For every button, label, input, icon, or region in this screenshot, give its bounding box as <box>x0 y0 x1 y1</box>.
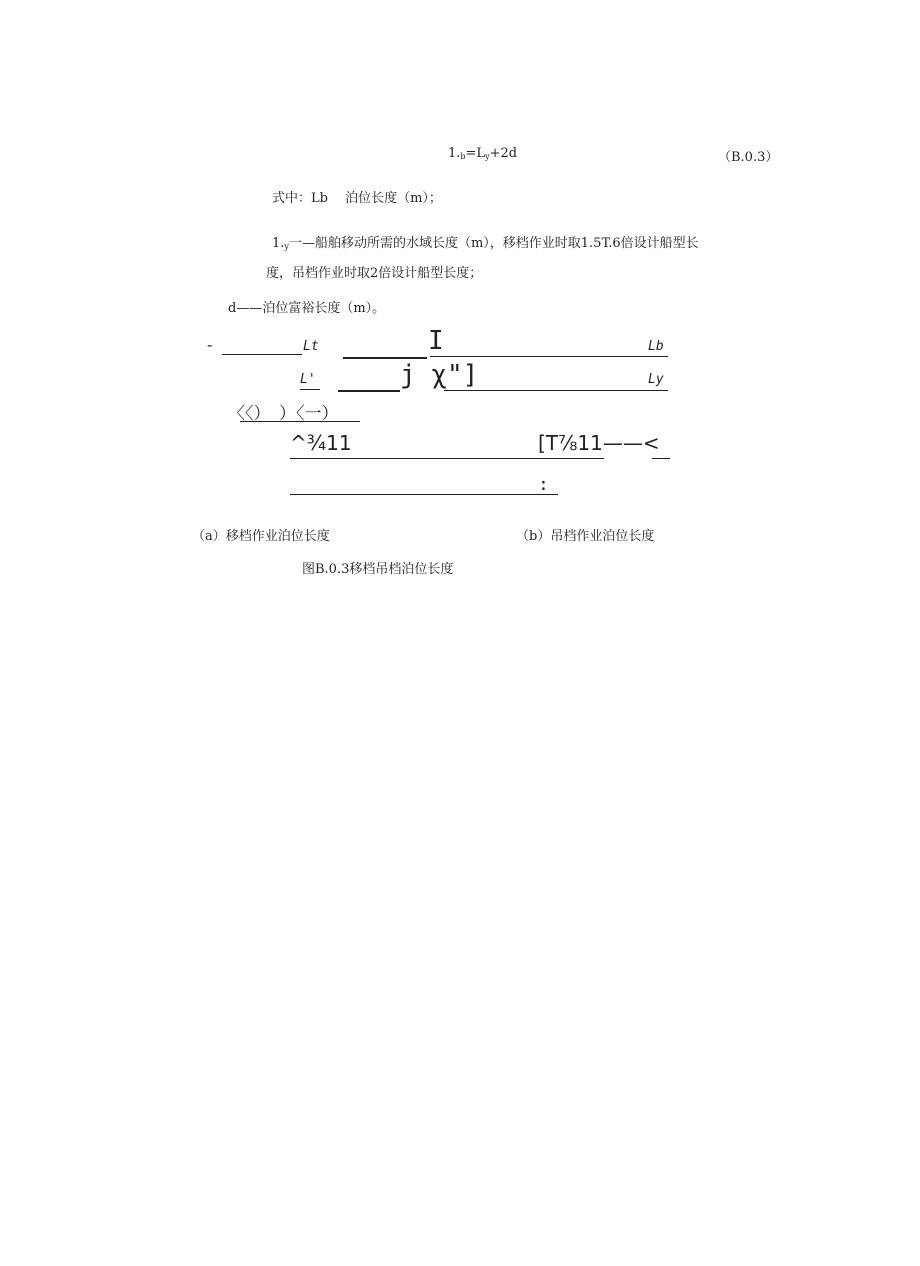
figure-rule-l-prime <box>300 389 320 390</box>
caption-b: （b）吊档作业泊位长度 <box>516 529 655 544</box>
caption-a: （a）移档作业泊位长度 <box>192 529 330 544</box>
figure-rule-mid-2 <box>338 390 400 392</box>
figure-label-lb: Lb <box>648 339 664 354</box>
figure-label-lt: Lt <box>303 339 319 354</box>
figure-rule-lb <box>430 356 668 357</box>
figure-rule-brackets <box>240 421 360 422</box>
formula <box>448 146 517 161</box>
definition-d: d——泊位富裕长度（m）。 <box>228 301 386 316</box>
figure-rule-left-fraction <box>290 458 604 459</box>
definition-ly-text: 一—船舶移动所需的水域长度（m），移档作业时取1.5T.6倍设计船型长 <box>288 236 699 251</box>
formula-ly-subscript: y <box>485 152 490 161</box>
formula-rhs: +2d <box>489 146 518 161</box>
figure-brackets: 〈〈） ）〈一） <box>228 404 339 424</box>
figure-dash: - <box>207 336 213 354</box>
formula-lhs-subscript: b <box>460 152 466 161</box>
figure-right-fraction: [T⅞11——< <box>538 431 660 455</box>
figure-title: 图B.0.3移档吊档泊位长度 <box>302 562 454 577</box>
figure-colon: : <box>538 474 549 495</box>
definition-ly-subscript: y <box>284 242 289 251</box>
figure-rule-lt <box>222 354 302 355</box>
figure-label-ly: Ly <box>648 372 664 387</box>
figure-rule-right-tail <box>652 458 670 459</box>
figure-jx-mark: j χ"] <box>400 360 479 390</box>
definition-ly-line1 <box>272 232 699 251</box>
formula-lhs: 1. <box>448 146 461 161</box>
figure-left-fraction: ^¾11 <box>290 431 352 455</box>
definition-ly-symbol: 1. <box>272 236 285 251</box>
figure-label-l-prime: L' <box>300 372 316 387</box>
figure-rule-ly <box>444 390 668 391</box>
formula-eq: =L <box>465 146 486 161</box>
figure-i-mark: I <box>428 326 444 356</box>
figure-rule-bottom <box>290 494 558 495</box>
definition-intro: 式中：Lb 泊位长度（m）； <box>272 191 442 206</box>
formula-number: （B.0.3） <box>718 150 779 165</box>
definition-ly-line2: 度，吊档作业时取2倍设计船型长度； <box>266 266 483 281</box>
